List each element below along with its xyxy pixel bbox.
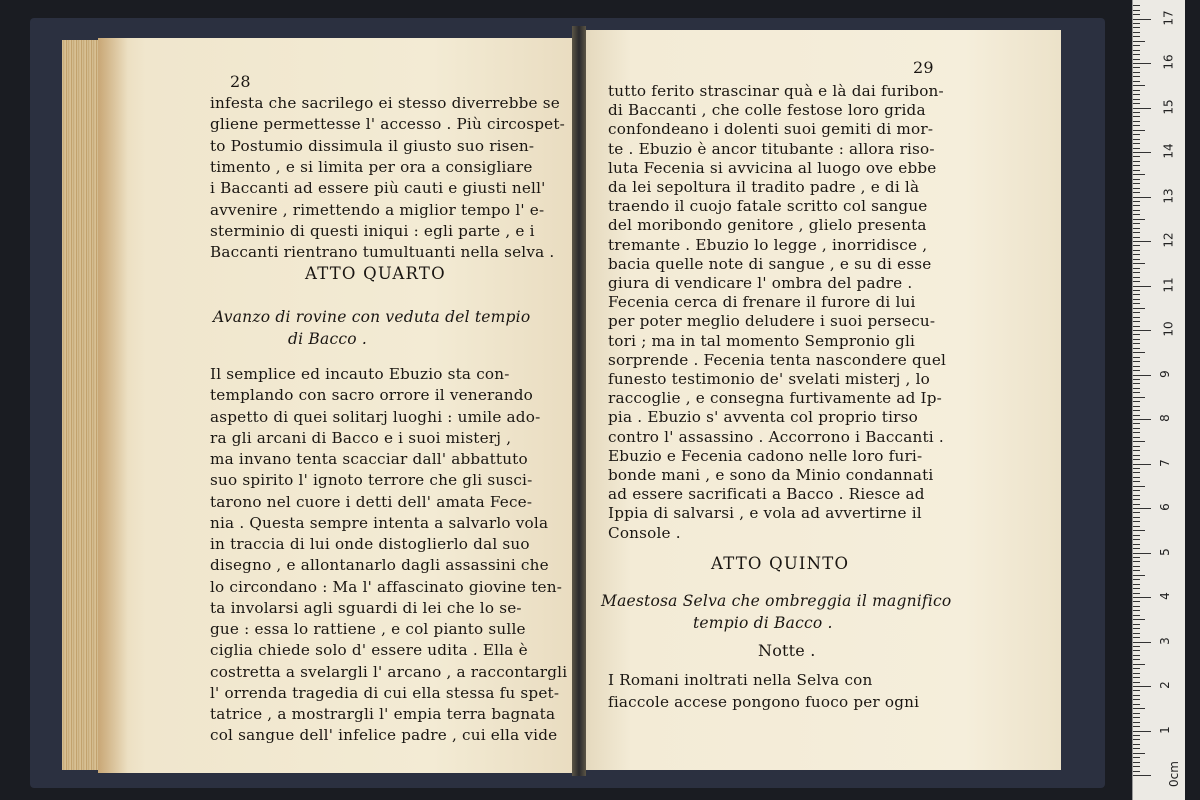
left-page <box>98 38 576 773</box>
text-line: infesta che sacrilego ei stesso diverrebbe se <box>210 94 560 112</box>
ruler-tick <box>1133 94 1140 95</box>
ruler-tick <box>1133 717 1140 718</box>
ruler-tick <box>1133 432 1140 433</box>
ruler-tick <box>1133 23 1140 24</box>
ruler-tick <box>1133 579 1140 580</box>
scene-line-2-left: di Bacco . <box>288 330 367 348</box>
ruler-tick <box>1133 277 1140 278</box>
ruler-tick <box>1133 423 1140 424</box>
ruler-tick <box>1133 428 1140 429</box>
ruler-tick <box>1133 63 1151 64</box>
ruler-tick <box>1133 170 1140 171</box>
ruler-tick <box>1133 197 1151 198</box>
ruler-tick <box>1133 179 1140 180</box>
ruler-tick <box>1133 566 1140 567</box>
ruler-number: 0cm <box>1166 761 1181 787</box>
ruler-tick <box>1133 116 1140 117</box>
ruler-tick <box>1133 201 1140 202</box>
ruler-tick <box>1133 308 1145 309</box>
ruler-tick <box>1133 668 1140 669</box>
ruler-tick <box>1133 771 1140 772</box>
ruler-tick <box>1133 659 1140 660</box>
ruler-tick <box>1133 628 1140 629</box>
ruler-tick <box>1133 130 1145 131</box>
ruler-tick <box>1133 708 1145 709</box>
ruler-tick <box>1133 753 1145 754</box>
ruler-tick <box>1133 699 1140 700</box>
ruler-tick <box>1133 597 1151 598</box>
ruler-tick <box>1133 339 1140 340</box>
ruler-tick <box>1133 210 1140 211</box>
ruler-number: 6 <box>1157 503 1172 511</box>
ruler-tick <box>1133 762 1140 763</box>
text-line: tori ; ma in tal momento Sempronio gli <box>608 331 916 350</box>
page-edges <box>62 40 102 770</box>
ruler-tick <box>1133 223 1140 224</box>
time-label: Notte . <box>758 641 816 660</box>
ruler-tick <box>1133 272 1140 273</box>
ruler-tick <box>1133 610 1140 611</box>
ruler-tick <box>1133 334 1140 335</box>
ruler-tick <box>1133 54 1140 55</box>
ruler-tick <box>1133 584 1140 585</box>
ruler-tick <box>1133 575 1145 576</box>
ruler-tick <box>1133 312 1140 313</box>
ruler-tick <box>1133 50 1140 51</box>
ruler-tick <box>1133 121 1140 122</box>
ruler-tick <box>1133 722 1140 723</box>
ruler-tick <box>1133 357 1140 358</box>
ruler-tick <box>1133 464 1151 465</box>
ruler-tick <box>1133 72 1140 73</box>
ruler-tick <box>1133 192 1140 193</box>
text-line: bacia quelle note di sangue , e su di esse <box>608 254 932 273</box>
text-line: pia . Ebuzio s' avventa col proprio tirso <box>608 408 918 427</box>
ruler-tick <box>1133 165 1140 166</box>
ruler-tick <box>1133 539 1140 540</box>
text-line: suo spirito l' ignoto terrore che gli susci- <box>210 471 533 490</box>
ruler-tick <box>1133 553 1151 554</box>
ruler-number: 5 <box>1157 547 1172 556</box>
text-line: lo circondano : Ma l' affascinato giovine ten- <box>210 577 563 596</box>
ruler-tick <box>1133 148 1140 149</box>
ruler-tick <box>1133 495 1140 496</box>
ruler-tick <box>1133 726 1140 727</box>
ruler-number: 8 <box>1157 414 1172 422</box>
ruler-tick <box>1133 152 1151 153</box>
page-number-right: 29 <box>913 58 934 77</box>
ruler-tick <box>1133 588 1140 589</box>
ruler-tick <box>1133 619 1145 620</box>
ruler-tick <box>1133 263 1145 264</box>
ruler-tick <box>1133 143 1140 144</box>
ruler-tick <box>1133 27 1140 28</box>
ruler-tick <box>1133 90 1140 91</box>
book-gutter <box>572 26 586 776</box>
ruler-tick <box>1133 437 1140 438</box>
ruler-tick <box>1133 748 1140 749</box>
text-line: te . Ebuzio è ancor titubante : allora riso- <box>608 139 935 158</box>
ruler-tick <box>1133 14 1140 15</box>
text-line: l' orrenda tragedia di cui ella stessa fu spet- <box>210 683 560 702</box>
ruler-tick <box>1133 41 1145 42</box>
text-line: Console . <box>608 523 681 542</box>
ruler-tick <box>1133 455 1140 456</box>
text-line: per poter meglio deludere i suoi persecu- <box>608 312 936 331</box>
ruler-number: 16 <box>1161 54 1176 70</box>
ruler-tick <box>1133 317 1140 318</box>
ruler-tick <box>1133 99 1140 100</box>
ruler-tick <box>1133 286 1151 287</box>
ruler-tick <box>1133 214 1140 215</box>
text-line: tremante . Ebuzio lo legge , inorridisce , <box>608 235 928 254</box>
ruler-tick <box>1133 326 1140 327</box>
text-line: del moribondo genitore , glielo presenta <box>608 216 927 235</box>
ruler-tick <box>1133 370 1140 371</box>
ruler-tick <box>1133 757 1140 758</box>
ruler-tick <box>1133 713 1140 714</box>
text-line: bonde mani , e sono da Minio condannati <box>608 466 934 484</box>
ruler-tick <box>1133 686 1151 687</box>
ruler-tick <box>1133 156 1140 157</box>
ruler-tick <box>1133 139 1140 140</box>
text-line: ciglia chiede solo d' essere udita . Ella è <box>210 641 528 660</box>
ruler-tick <box>1133 557 1140 558</box>
ruler-tick <box>1133 134 1140 135</box>
ruler-tick <box>1133 397 1145 398</box>
ruler-tick <box>1133 472 1140 473</box>
ruler-number: 7 <box>1157 458 1172 467</box>
ruler-tick <box>1133 383 1140 384</box>
ruler-tick <box>1133 406 1140 407</box>
ruler-tick <box>1133 486 1145 487</box>
text-line: raccoglie , e consegna furtivamente ad Ip- <box>608 389 942 408</box>
text-line: aspetto di quei solitarj luoghi : umile ado- <box>210 407 541 426</box>
ruler-tick <box>1133 642 1151 643</box>
ruler-tick <box>1133 624 1140 625</box>
page-number-left: 28 <box>230 72 251 91</box>
ruler-tick <box>1133 348 1140 349</box>
ruler-tick <box>1133 526 1140 527</box>
text-line: sorprende . Fecenia tenta nascondere quel <box>608 350 947 369</box>
text-line: Fecenia cerca di frenare il furore di lui <box>608 293 916 312</box>
ruler-tick <box>1133 103 1140 104</box>
ruler-tick <box>1133 205 1140 206</box>
ruler-number: 1 <box>1157 725 1172 734</box>
ruler-tick <box>1133 352 1145 353</box>
ruler-tick <box>1133 775 1151 776</box>
ruler-tick <box>1133 188 1140 189</box>
ruler-number: 15 <box>1161 98 1176 115</box>
ruler-tick <box>1133 392 1140 393</box>
ruler-tick <box>1133 268 1140 269</box>
ruler-tick <box>1133 330 1151 331</box>
ruler-tick <box>1133 32 1140 33</box>
ruler-tick <box>1133 183 1140 184</box>
act-heading-right: ATTO QUINTO <box>711 554 850 573</box>
ruler-tick <box>1133 637 1140 638</box>
ruler-number: 4 <box>1157 592 1172 600</box>
ruler-tick <box>1133 561 1140 562</box>
ruler-tick <box>1133 81 1140 82</box>
ruler-tick <box>1133 379 1140 380</box>
ruler-tick <box>1133 237 1140 238</box>
ruler-tick <box>1133 664 1145 665</box>
ruler-tick <box>1133 593 1140 594</box>
ruler-tick <box>1133 388 1140 389</box>
ruler-tick <box>1133 704 1140 705</box>
text-line: confondeano i dolenti suoi gemiti di mor- <box>608 120 934 139</box>
text-line: da lei sepoltura il tradito padre , e di là <box>608 178 920 196</box>
scene-line-1-left: Avanzo di rovine con veduta del tempio <box>213 308 531 326</box>
ruler-tick <box>1133 45 1140 46</box>
ruler-number: 2 <box>1157 681 1172 689</box>
text-line: ra gli arcani di Bacco e i suoi misterj , <box>210 428 512 447</box>
ruler-number: 9 <box>1157 369 1172 378</box>
ruler-tick <box>1133 735 1140 736</box>
ruler-tick <box>1133 766 1140 767</box>
ruler-tick <box>1133 446 1140 447</box>
ruler-tick <box>1133 508 1151 509</box>
ruler-tick <box>1133 281 1140 282</box>
ruler-number: 3 <box>1157 636 1172 645</box>
text-line: sterminio di questi iniqui : egli parte , e i <box>210 221 535 240</box>
ruler-tick <box>1133 415 1140 416</box>
ruler-tick <box>1133 535 1140 536</box>
ruler-tick <box>1133 544 1140 545</box>
scene-line-2-right: tempio di Bacco . <box>693 614 833 632</box>
ruler-tick <box>1133 321 1140 322</box>
ruler-tick <box>1133 259 1140 260</box>
text-line: tatrice , a mostrargli l' empia terra bagnata <box>210 705 556 723</box>
ruler-tick <box>1133 690 1140 691</box>
text-line: fiaccole accese pongono fuoco per ogni <box>608 693 920 711</box>
text-line: disegno , e allontanarlo dagli assassini che <box>210 556 549 575</box>
ruler-tick <box>1133 450 1140 451</box>
ruler-tick <box>1133 19 1151 20</box>
ruler-tick <box>1133 5 1140 6</box>
ruler-tick <box>1133 299 1140 300</box>
text-line: nia . Questa sempre intenta a salvarlo vola <box>210 513 549 532</box>
ruler-tick <box>1133 343 1140 344</box>
text-line: ta involarsi agli sguardi di lei che lo se- <box>210 598 522 617</box>
ruler-tick <box>1133 646 1140 647</box>
ruler-tick <box>1133 419 1151 420</box>
ruler-tick <box>1133 481 1140 482</box>
measuring-ruler <box>1132 0 1185 800</box>
ruler-tick <box>1133 673 1140 674</box>
ruler-tick <box>1133 125 1140 126</box>
ruler-tick <box>1133 677 1140 678</box>
text-line: contro l' assassino . Accorrono i Baccanti . <box>608 427 944 446</box>
ruler-tick <box>1133 521 1140 522</box>
ruler-tick <box>1133 477 1140 478</box>
text-line: traendo il cuojo fatale scritto col sangue <box>608 197 928 216</box>
ruler-tick <box>1133 530 1145 531</box>
text-line: ad essere sacrificati a Bacco . Riesce ad <box>608 485 925 504</box>
ruler-tick <box>1133 76 1140 77</box>
text-line: templando con sacro orrore il venerando <box>210 386 533 405</box>
ruler-tick <box>1133 361 1140 362</box>
ruler-tick <box>1133 548 1140 549</box>
ruler-number: 17 <box>1161 9 1176 26</box>
ruler-number: 13 <box>1161 187 1176 204</box>
ruler-tick <box>1133 650 1140 651</box>
text-line: to Postumio dissimula il giusto suo risen- <box>210 136 535 155</box>
ruler-tick <box>1133 570 1140 571</box>
ruler-tick <box>1133 174 1145 175</box>
text-line: Ebuzio e Fecenia cadono nelle loro furi- <box>608 446 923 465</box>
ruler-tick <box>1133 401 1140 402</box>
ruler-tick <box>1133 739 1140 740</box>
ruler-tick <box>1133 59 1140 60</box>
text-line: gliene permettesse l' accesso . Più circospet- <box>210 115 566 134</box>
ruler-tick <box>1133 232 1140 233</box>
ruler-tick <box>1133 10 1140 11</box>
ruler-tick <box>1133 241 1151 242</box>
ruler-tick <box>1133 161 1140 162</box>
text-line: giura di vendicare l' ombra del padre . <box>608 274 913 292</box>
text-line: i Baccanti ad essere più cauti e giusti nell' <box>210 179 546 198</box>
ruler-tick <box>1133 517 1140 518</box>
ruler-tick <box>1133 633 1140 634</box>
ruler-tick <box>1133 468 1140 469</box>
ruler-tick <box>1133 108 1151 109</box>
ruler-tick <box>1133 254 1140 255</box>
ruler-tick <box>1133 504 1140 505</box>
text-line: Il semplice ed incauto Ebuzio sta con- <box>210 365 510 383</box>
text-line: tarono nel cuore i detti dell' amata Fece- <box>210 492 533 511</box>
ruler-tick <box>1133 695 1140 696</box>
ruler-tick <box>1133 499 1140 500</box>
ruler-tick <box>1133 459 1140 460</box>
ruler-tick <box>1133 250 1140 251</box>
ruler-tick <box>1133 490 1140 491</box>
ruler-tick <box>1133 682 1140 683</box>
ruler-tick <box>1133 512 1140 513</box>
ruler-tick <box>1133 219 1145 220</box>
ruler-number: 10 <box>1161 321 1176 337</box>
text-line: timento , e si limita per ora a consigliare <box>210 157 533 176</box>
text-line: funesto testimonio de' svelati misterj , lo <box>608 370 931 388</box>
ruler-number: 14 <box>1161 143 1176 159</box>
ruler-tick <box>1133 744 1140 745</box>
ruler-tick <box>1133 85 1145 86</box>
text-line: luta Fecenia si avvicina al luogo ove ebbe <box>608 158 937 177</box>
ruler-tick <box>1133 410 1140 411</box>
ruler-tick <box>1133 303 1140 304</box>
ruler-tick <box>1133 606 1140 607</box>
ruler-tick <box>1133 290 1140 291</box>
text-line: col sangue dell' infelice padre , cui ella vide <box>210 726 558 745</box>
text-line: Baccanti rientrano tumultuanti nella selva . <box>210 243 555 262</box>
ruler-tick <box>1133 655 1140 656</box>
ruler-tick <box>1133 731 1151 732</box>
right-page <box>583 30 1061 770</box>
text-line: tutto ferito strascinar quà e là dai furibon- <box>608 82 944 100</box>
text-line: in traccia di lui onde distoglierlo dal suo <box>210 535 530 553</box>
ruler-tick <box>1133 615 1140 616</box>
text-line: Ippia di salvarsi , e vola ad avvertirne il <box>608 504 922 523</box>
ruler-number: 12 <box>1161 232 1176 248</box>
ruler-tick <box>1133 245 1140 246</box>
text-line: ma invano tenta scacciar dall' abbattuto <box>210 450 528 468</box>
ruler-tick <box>1133 112 1140 113</box>
text-line: I Romani inoltrati nella Selva con <box>608 671 873 689</box>
text-line: costretta a svelargli l' arcano , a raccontargli <box>210 662 568 681</box>
ruler-number: 11 <box>1161 276 1176 293</box>
text-line: di Baccanti , che colle festose loro grida <box>608 101 926 120</box>
ruler-tick <box>1133 294 1140 295</box>
ruler-tick <box>1133 375 1151 376</box>
ruler-tick <box>1133 67 1140 68</box>
text-line: gue : essa lo rattiene , e col pianto sulle <box>210 620 526 638</box>
ruler-tick <box>1133 36 1140 37</box>
act-heading-left: ATTO QUARTO <box>305 264 446 283</box>
ruler-tick <box>1133 441 1145 442</box>
ruler-tick <box>1133 228 1140 229</box>
scene-line-1-right: Maestosa Selva che ombreggia il magnifico <box>601 592 952 610</box>
ruler-tick <box>1133 601 1140 602</box>
ruler-tick <box>1133 366 1140 367</box>
text-line: avvenire , rimettendo a miglior tempo l' e- <box>210 200 545 219</box>
